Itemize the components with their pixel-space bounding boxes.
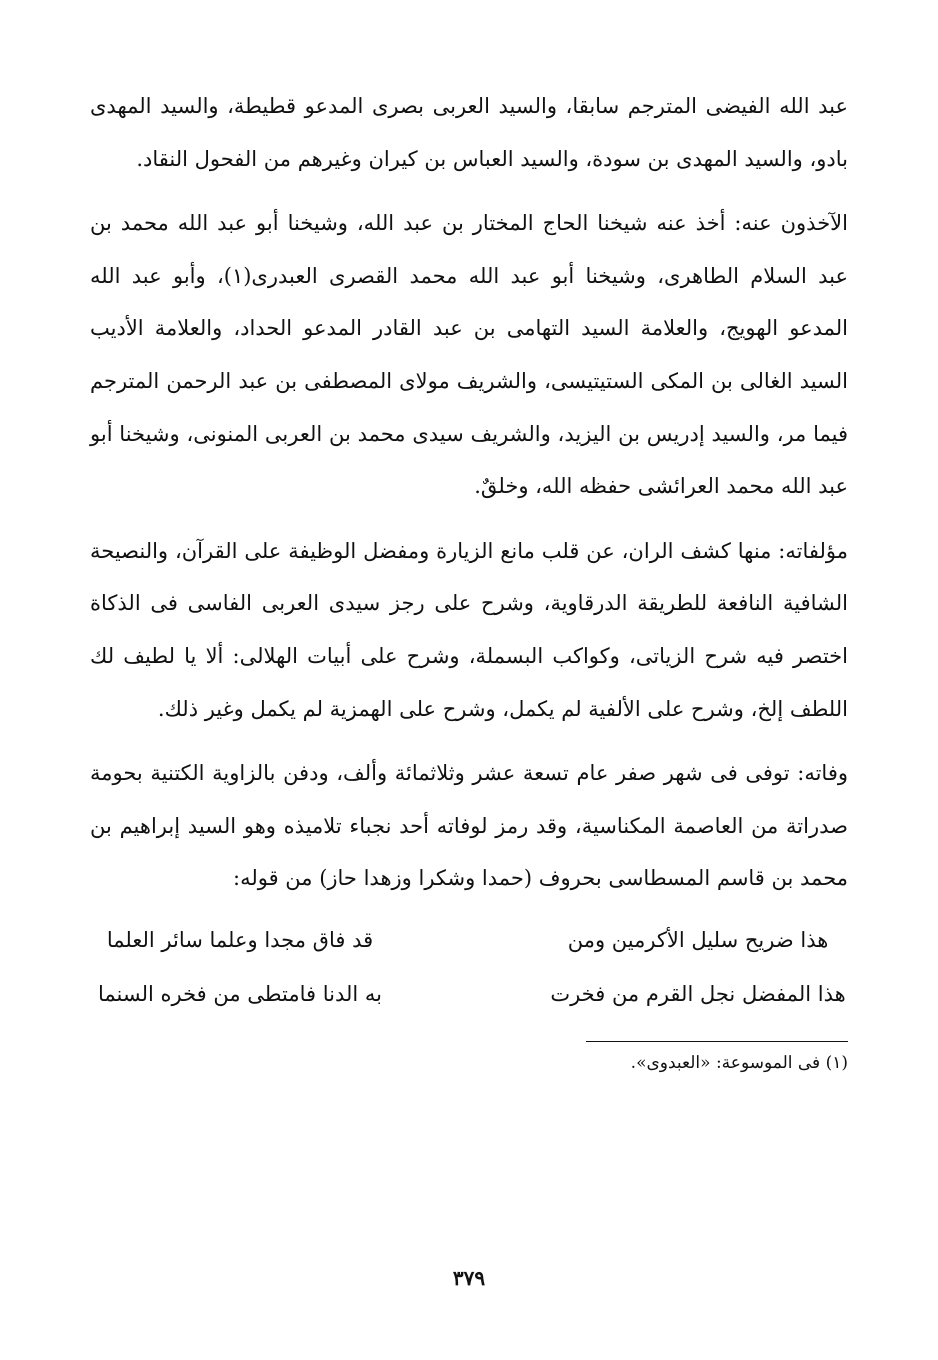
poem-verses xyxy=(90,913,848,1021)
verse-second-hemistich: قد فاق مجدا وعلما سائر العلما xyxy=(106,927,374,952)
document-page xyxy=(90,80,848,1320)
page-number: ٣٧٩ xyxy=(452,1266,486,1290)
paragraph-teachers-continued: عبد الله الفيضى المترجم سابقا، والسيد العربى بصرى المدعو قطيطة، والسيد المهدى بادو، والسيد المهدى بن سودة، والسيد العباس بن كيران وغيرهم من الفحول النقاد. xyxy=(90,94,848,171)
verse-first-hemistich: هذا ضريح سليل الأكرمين ومن xyxy=(567,927,829,952)
paragraph-students: الآخذون عنه: أخذ عنه شيخنا الحاج المختار بن عبد الله، وشيخنا أبو عبد الله محمد بن عبد السلام الطاهرى، وشيخنا أبو عبد الله محمد القصرى العبدرى(١)، وأبو عبد الله المدعو الهويج، والعلامة السيد التهامى بن عبد القادر المدعو الحداد، والعلامة الأديب السيد الغالى بن المكى الستيتيسى، والشريف مولاى المصطفى بن عبد الرحمن المترجم فيما مر، والسيد إدريس بن اليزيد، والشريف سيدى محمد بن العربى المنونى، وشيخنا أبو عبد الله محمد العرائشى حفظه الله، وخلقٌ. xyxy=(90,211,848,499)
verse-first-hemistich: هذا المفضل نجل القرم من فخرت xyxy=(550,981,846,1006)
paragraph-death: وفاته: توفى فى شهر صفر عام تسعة عشر وثلاثمائة وألف، ودفن بالزاوية الكتنية بحومة صدراتة من العاصمة المكناسية، وقد رمز لوفاته أحد نجباء تلاميذه وهو السيد إبراهيم بن محمد بن قاسم المسطاسى بحروف (حمدا وشكرا وزهدا حاز) من قوله: xyxy=(90,761,848,891)
footnote-separator xyxy=(586,1041,848,1042)
verse-line xyxy=(90,967,848,1021)
footnote: (١) فى الموسوعة: «العبدوى». xyxy=(630,1052,848,1073)
verse-line xyxy=(90,913,848,967)
paragraph-works: مؤلفاته: منها كشف الران، عن قلب مانع الزيارة ومفضل الوظيفة على القرآن، والنصيحة الشافية النافعة للطريقة الدرقاوية، وشرح على رجز سيدى العربى الفاسى فى الذكاة اختصر فيه شرح الزياتى، وكواكب البسملة، وشرح على أبيات الهلالى: ألا يا لطيف لك اللطف إلخ، وشرح على الألفية لم يكمل، وشرح على الهمزية لم يكمل وغير ذلك. xyxy=(90,538,849,721)
verse-second-hemistich: به الدنا فامتطى من فخره السنما xyxy=(98,981,382,1006)
